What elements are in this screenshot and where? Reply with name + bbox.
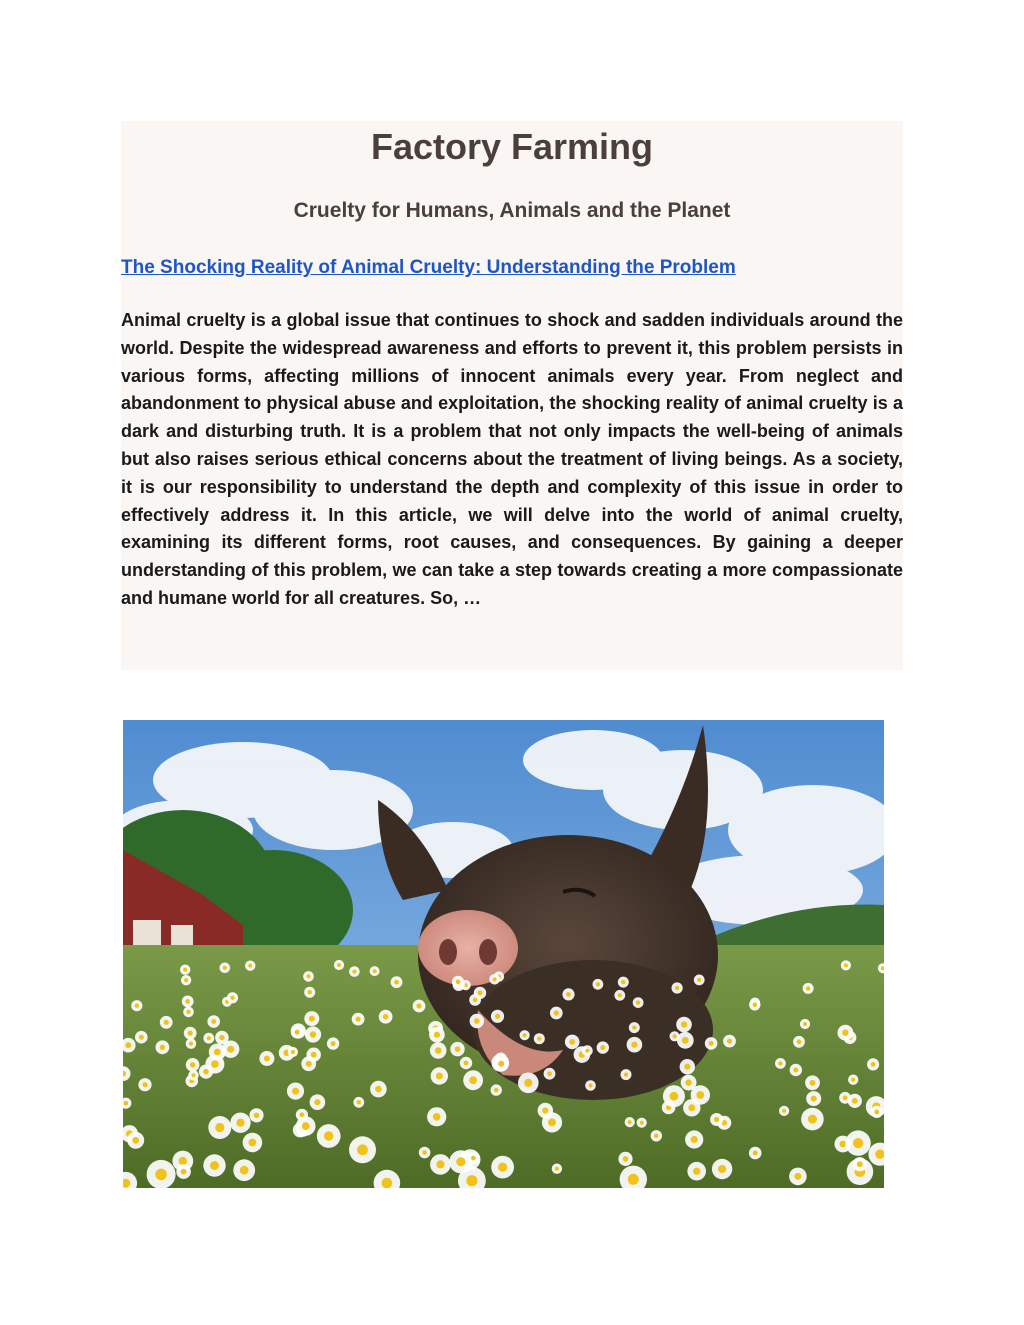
article-title-link[interactable]: The Shocking Reality of Animal Cruelty: Understanding the Problem [121,257,736,278]
page-subtitle: Cruelty for Humans, Animals and the Planet [293,199,731,222]
article-panel [121,121,903,670]
page-title: Factory Farming [370,126,654,167]
article-body-text: Animal cruelty is a global issue that continues to shock and sadden individuals around the world. Despite the widespread awareness and efforts to prevent it, this problem persists in various forms, affecting millions of innocent animals every year. From neglect and abandonment to physical abuse and exploitation, the shocking reality of animal cruelty is a dark and disturbing truth. It is a problem that not only impacts the well-being of animals but also raises serious ethical concerns about the treatment of living beings. As a society, it is our responsibility to understand the depth and complexity of this issue in order to effectively address it. In this article, we will delve into the world of animal cruelty, examining its different forms, root causes, and consequences. By gaining a deeper understanding of this problem, we can take a step towards creating a more compassionate and humane world for all creatures. So, … [121,310,903,608]
pig-in-field-photo [123,720,884,1188]
